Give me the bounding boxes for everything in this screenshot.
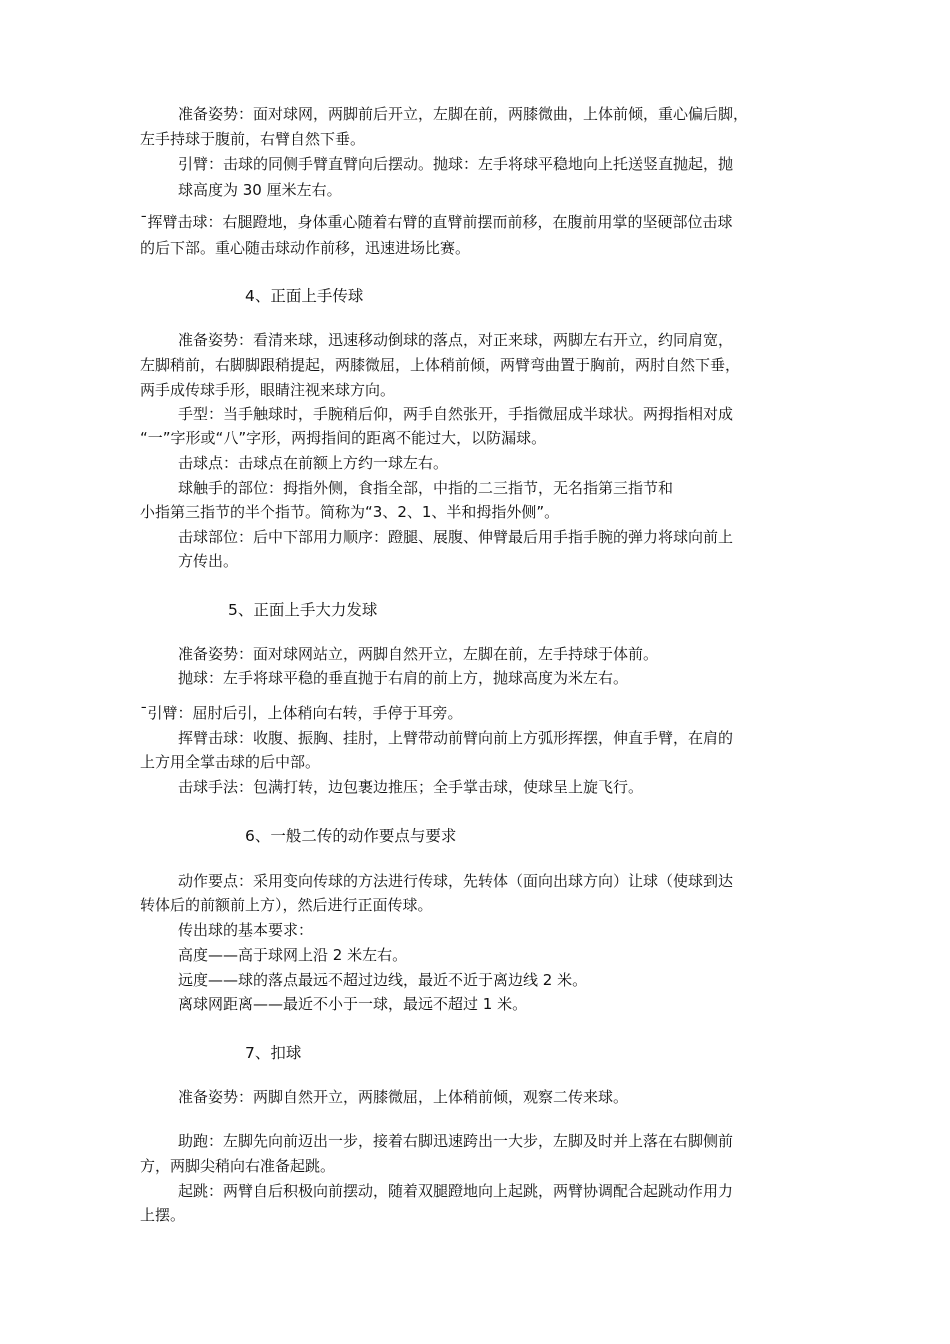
text-line: 击球部位：后中下部用力顺序：蹬腿、展腹、伸臂最后用手指手腕的弹力将球向前上 [178,528,734,546]
text-line: 挥臂击球：收腹、振胸、挂肘，上臂带动前臂向前上方弧形挥摆，伸直手臂，在肩的 [178,729,734,747]
text-line: 引臂：击球的同侧手臂直臂向后摆动。抛球：左手将球平稳地向上托送竖直抛起，抛 [178,155,734,173]
text-line: 球高度为 30 厘米左右。 [178,181,342,199]
text-line: 的后下部。重心随击球动作前移，迅速进场比赛。 [140,239,471,257]
section-heading: 5、正面上手大力发球 [228,601,378,619]
text-line: 准备姿势：面对球网站立，两脚自然开立，左脚在前，左手持球于体前。 [178,645,659,663]
text-line: 上方用全掌击球的后中部。 [140,753,321,771]
text-line: 上摆。 [140,1206,186,1224]
text-line: 方，两脚尖稍向右准备起跳。 [140,1157,336,1175]
text-line: 手型：当手触球时，手腕稍后仰，两手自然张开，手指微屈成半球状。两拇指相对成 [178,405,734,423]
text-line: 两手成传球手形，眼睛注视来球方向。 [140,381,396,399]
text-line: “一”字形或“八”字形，两拇指间的距离不能过大，以防漏球。 [140,429,547,447]
text-line: ¯引臂：屈肘后引，上体稍向右转，手停于耳旁。 [140,704,463,722]
text-line: 转体后的前额前上方），然后进行正面传球。 [140,896,433,914]
text-line: 球触手的部位：拇指外侧，食指全部，中指的二三指节，无名指第三指节和 [178,479,674,497]
text-line: 起跳：两臂自后积极向前摆动，随着双腿蹬地向上起跳，两臂协调配合起跳动作用力 [178,1182,734,1200]
section-heading: 7、扣球 [245,1044,302,1062]
text-line: 准备姿势：两脚自然开立，两膝微屈，上体稍前倾，观察二传来球。 [178,1088,629,1106]
text-line: 助跑：左脚先向前迈出一步，接着右脚迅速跨出一大步，左脚及时并上落在右脚侧前 [178,1132,734,1150]
text-line: ¯挥臂击球：右腿蹬地，身体重心随着右臂的直臂前摆而前移，在腹前用掌的坚硬部位击球 [140,213,733,231]
text-line: 传出球的基本要求： [178,921,314,939]
text-line: 方传出。 [178,552,239,570]
text-line: 准备姿势：面对球网，两脚前后开立，左脚在前，两膝微曲，上体前倾，重心偏后脚， [178,105,749,123]
text-line: 击球手法：包满打转，边包裹边推压；全手掌击球，使球呈上旋飞行。 [178,778,644,796]
text-line: 左手持球于腹前，右臂自然下垂。 [140,130,366,148]
text-line: 准备姿势：看清来球，迅速移动倒球的落点，对正来球，两脚左右开立，约同肩宽， [178,331,734,349]
text-line: 小指第三指节的半个指节。简称为“3、2、1、半和拇指外侧”。 [140,503,560,521]
text-line: 抛球：左手将球平稳的垂直抛于右肩的前上方，抛球高度为米左右。 [178,669,629,687]
section-heading: 6、一般二传的动作要点与要求 [245,827,457,845]
text-line: 远度——球的落点最远不超过边线，最近不近于离边线 2 米。 [178,971,588,989]
text-line: 离球网距离——最近不小于一球，最远不超过 1 米。 [178,995,528,1013]
section-heading: 4、正面上手传球 [245,287,364,305]
text-line: 左脚稍前，右脚脚跟稍提起，两膝微屈，上体稍前倾，两臂弯曲置于胸前，两肘自然下垂， [140,356,741,374]
text-line: 动作要点：采用变向传球的方法进行传球，先转体（面向出球方向）让球（使球到达 [178,872,734,890]
text-line: 击球点：击球点在前额上方约一球左右。 [178,454,449,472]
text-line: 高度——高于球网上沿 2 米左右。 [178,946,408,964]
